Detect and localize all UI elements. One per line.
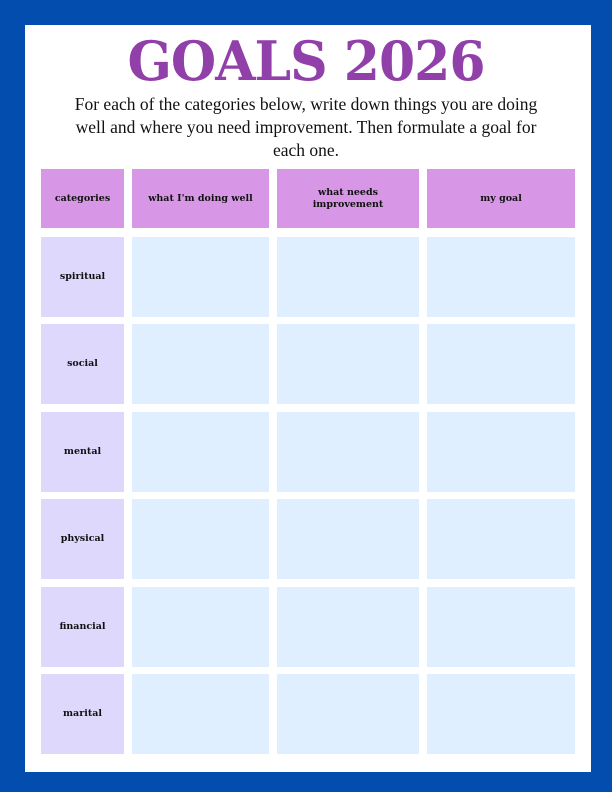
goal-field[interactable] — [427, 674, 575, 754]
doing-well-field[interactable] — [132, 587, 269, 667]
needs-improvement-field[interactable] — [277, 587, 419, 667]
goal-field[interactable] — [427, 412, 575, 492]
page-title: GOALS 2026 — [127, 29, 485, 94]
needs-improvement-field[interactable] — [277, 412, 419, 492]
needs-improvement-field[interactable] — [277, 324, 419, 404]
doing-well-field[interactable] — [132, 412, 269, 492]
goal-field[interactable] — [427, 499, 575, 579]
goal-field[interactable] — [427, 324, 575, 404]
category-label-financial: financial — [41, 587, 124, 667]
goal-field[interactable] — [427, 237, 575, 317]
doing-well-field[interactable] — [132, 674, 269, 754]
category-label-physical: physical — [41, 499, 124, 579]
doing-well-field[interactable] — [132, 237, 269, 317]
header-categories: categories — [41, 169, 124, 228]
category-label-mental: mental — [41, 412, 124, 492]
category-label-marital: marital — [41, 674, 124, 754]
needs-improvement-field[interactable] — [277, 499, 419, 579]
category-label-spiritual: spiritual — [41, 237, 124, 317]
category-label-social: social — [41, 324, 124, 404]
header-doing-well: what I'm doing well — [132, 169, 269, 228]
needs-improvement-field[interactable] — [277, 237, 419, 317]
needs-improvement-field[interactable] — [277, 674, 419, 754]
doing-well-field[interactable] — [132, 499, 269, 579]
doing-well-field[interactable] — [132, 324, 269, 404]
header-needs-improvement: what needs improvement — [277, 169, 419, 228]
instructions-text: For each of the categories below, write down things you are doing well and where you need improvement. Then formulate a goal for each one. — [74, 94, 538, 160]
header-my-goal: my goal — [427, 169, 575, 228]
goal-field[interactable] — [427, 587, 575, 667]
